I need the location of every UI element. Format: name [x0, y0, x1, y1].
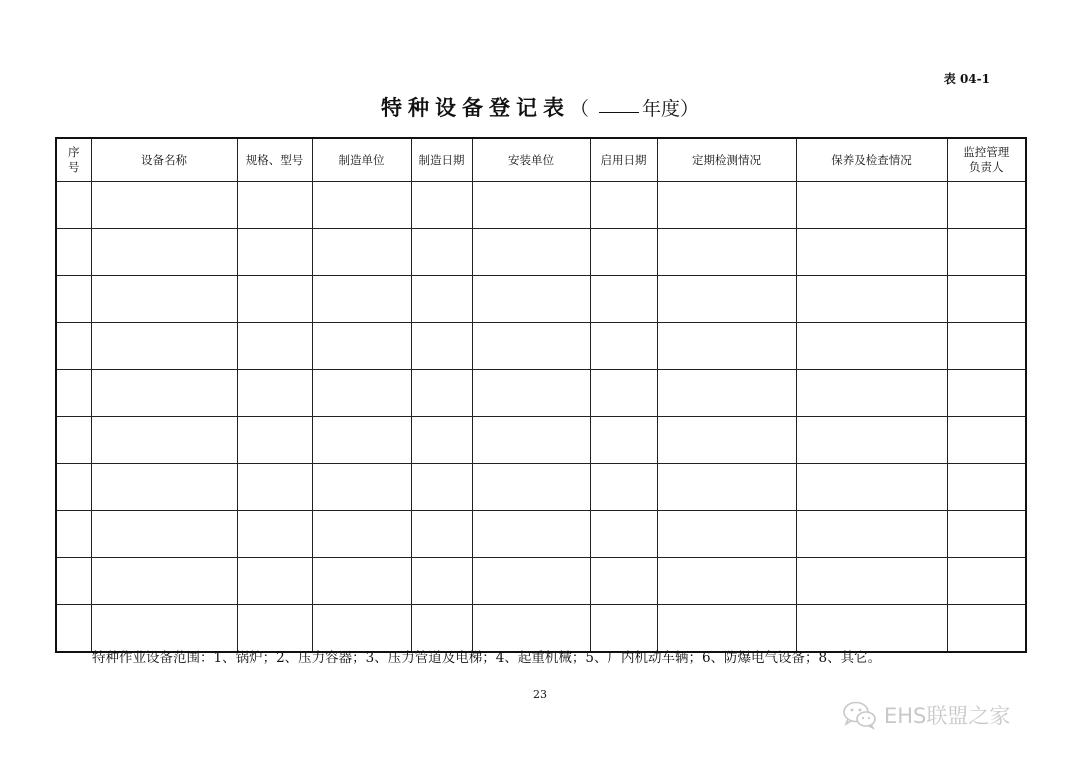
table-cell	[472, 370, 590, 417]
table-cell	[947, 558, 1026, 605]
header-manufacturer: 制造单位	[312, 138, 411, 182]
table-cell	[796, 417, 947, 464]
table-cell	[947, 511, 1026, 558]
header-maintenance-check: 保养及检查情况	[796, 138, 947, 182]
table-cell	[56, 276, 91, 323]
table-cell	[590, 276, 657, 323]
table-cell	[657, 370, 796, 417]
equipment-scope-note: 特种作业设备范围：1、锅炉；2、压力容器；3、压力管道及电梯；4、起重机械；5、厂内机动车辆；6、防爆电气设备；8、其它。	[92, 650, 882, 666]
table-cell	[411, 605, 472, 653]
table-cell	[56, 229, 91, 276]
table-cell	[947, 182, 1026, 229]
table-row	[56, 323, 1026, 370]
table-cell	[796, 605, 947, 653]
table-row	[56, 417, 1026, 464]
table-cell	[590, 417, 657, 464]
table-cell	[91, 417, 237, 464]
table-cell	[657, 464, 796, 511]
page-number: 23	[533, 688, 547, 701]
table-cell	[590, 511, 657, 558]
table-cell	[237, 605, 312, 653]
table-cell	[411, 182, 472, 229]
table-cell	[796, 464, 947, 511]
table-cell	[947, 464, 1026, 511]
header-periodic-inspection: 定期检测情况	[657, 138, 796, 182]
header-manufacture-date: 制造日期	[411, 138, 472, 182]
table-cell	[237, 370, 312, 417]
table-cell	[657, 558, 796, 605]
title-open-paren: （	[569, 98, 589, 120]
table-cell	[590, 229, 657, 276]
table-cell	[312, 229, 411, 276]
table-cell	[796, 511, 947, 558]
table-row	[56, 229, 1026, 276]
table-cell	[56, 417, 91, 464]
table-cell	[312, 370, 411, 417]
table-row	[56, 558, 1026, 605]
table-cell	[657, 323, 796, 370]
table-cell	[312, 276, 411, 323]
table-cell	[312, 605, 411, 653]
header-model-spec: 规格、型号	[237, 138, 312, 182]
table-cell	[91, 370, 237, 417]
table-cell	[796, 276, 947, 323]
table-cell	[947, 370, 1026, 417]
table-cell	[657, 276, 796, 323]
table-row	[56, 276, 1026, 323]
header-row	[56, 138, 1026, 182]
title-main: 特种设备登记表	[380, 95, 570, 120]
table-row	[56, 511, 1026, 558]
table-cell	[590, 323, 657, 370]
page-title	[0, 92, 1080, 122]
table-cell	[411, 511, 472, 558]
table-cell	[411, 276, 472, 323]
wechat-icon	[842, 700, 878, 730]
watermark-text: EHS联盟之家	[884, 704, 1011, 728]
table-cell	[657, 605, 796, 653]
table-cell	[796, 323, 947, 370]
table-cell	[91, 182, 237, 229]
table-cell	[590, 464, 657, 511]
register-table	[55, 137, 1027, 653]
table-cell	[91, 558, 237, 605]
table-cell	[91, 605, 237, 653]
table-cell	[237, 229, 312, 276]
form-code: 表 04-1	[943, 72, 990, 86]
table-cell	[312, 511, 411, 558]
header-serial-number: 序 号	[56, 138, 91, 182]
table-cell	[411, 417, 472, 464]
table-cell	[947, 276, 1026, 323]
table-cell	[472, 182, 590, 229]
table-cell	[312, 323, 411, 370]
table-cell	[91, 464, 237, 511]
table-cell	[796, 370, 947, 417]
table-cell	[472, 229, 590, 276]
table-cell	[472, 464, 590, 511]
table-cell	[657, 511, 796, 558]
table-cell	[947, 417, 1026, 464]
table-cell	[657, 417, 796, 464]
table-cell	[56, 370, 91, 417]
table-cell	[590, 558, 657, 605]
table-row	[56, 370, 1026, 417]
table-cell	[237, 558, 312, 605]
table-cell	[237, 323, 312, 370]
table-cell	[472, 276, 590, 323]
table-cell	[590, 370, 657, 417]
watermark	[842, 700, 1010, 730]
table-cell	[237, 417, 312, 464]
table-cell	[590, 605, 657, 653]
table-cell	[796, 229, 947, 276]
table-cell	[56, 182, 91, 229]
table-cell	[411, 323, 472, 370]
table-cell	[472, 558, 590, 605]
table-cell	[312, 417, 411, 464]
header-equipment-name: 设备名称	[91, 138, 237, 182]
table-cell	[657, 182, 796, 229]
table-cell	[237, 464, 312, 511]
title-year: 年度）	[642, 98, 700, 120]
table-cell	[312, 558, 411, 605]
table-cell	[590, 182, 657, 229]
year-blank-line	[599, 112, 639, 113]
table-cell	[237, 511, 312, 558]
table-cell	[411, 464, 472, 511]
table-cell	[91, 276, 237, 323]
table-cell	[312, 464, 411, 511]
table-cell	[56, 464, 91, 511]
table-cell	[56, 558, 91, 605]
table-row	[56, 182, 1026, 229]
table-cell	[796, 182, 947, 229]
table-cell	[947, 229, 1026, 276]
table-cell	[796, 558, 947, 605]
table-cell	[411, 558, 472, 605]
table-cell	[237, 182, 312, 229]
table-cell	[56, 605, 91, 653]
table-cell	[312, 182, 411, 229]
header-responsible-person: 监控管理 负责人	[947, 138, 1026, 182]
table-cell	[947, 605, 1026, 653]
table-cell	[56, 323, 91, 370]
table-cell	[472, 511, 590, 558]
table-cell	[237, 276, 312, 323]
table-cell	[472, 323, 590, 370]
table-cell	[472, 605, 590, 653]
table-row	[56, 464, 1026, 511]
table-cell	[411, 370, 472, 417]
table-row	[56, 605, 1026, 653]
header-installer: 安装单位	[472, 138, 590, 182]
table-cell	[56, 511, 91, 558]
table-cell	[947, 323, 1026, 370]
table-cell	[91, 229, 237, 276]
header-start-date: 启用日期	[590, 138, 657, 182]
table-cell	[411, 229, 472, 276]
table-cell	[91, 323, 237, 370]
table-cell	[657, 229, 796, 276]
table-cell	[91, 511, 237, 558]
table-cell	[472, 417, 590, 464]
